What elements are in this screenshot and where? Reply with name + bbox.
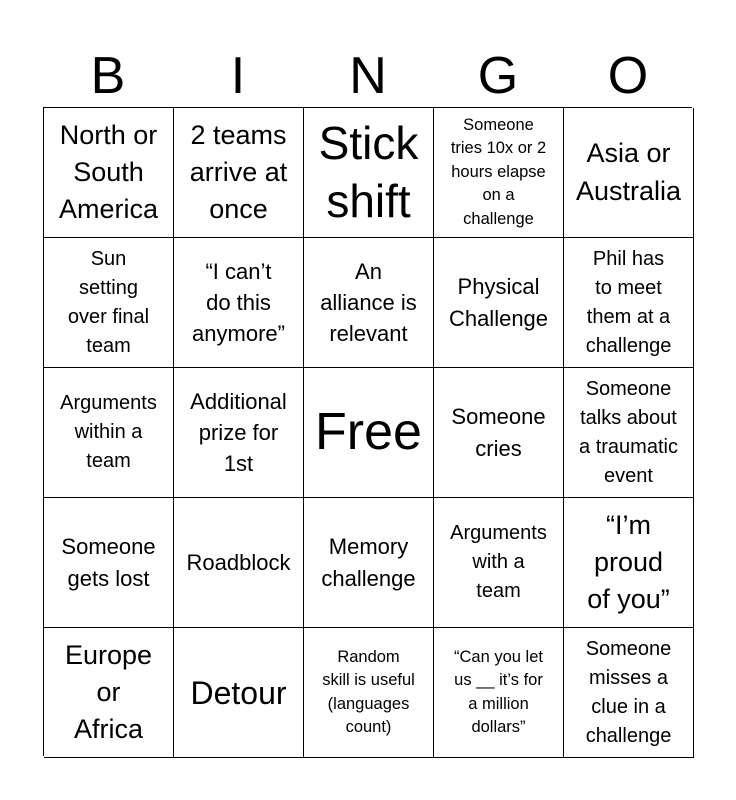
bingo-cell-text: Physical Challenge (448, 274, 549, 331)
bingo-cell[interactable] (564, 108, 694, 238)
bingo-cell-text: Someone tries 10x or 2 hours elapse on a challenge (450, 115, 547, 228)
bingo-cell-text: Someone misses a clue in a challenge (585, 637, 672, 747)
bingo-cell[interactable] (174, 108, 304, 238)
bingo-cell-text: Additional prize for 1st (190, 388, 287, 477)
bingo-cell[interactable] (174, 498, 304, 628)
bingo-cell-text: Stick shift (318, 117, 419, 227)
bingo-cell-text: Someone cries (451, 404, 546, 461)
bingo-cell[interactable] (434, 628, 564, 758)
bingo-cell[interactable] (304, 238, 434, 368)
bingo-cell[interactable] (44, 238, 174, 368)
bingo-cell[interactable] (564, 498, 694, 628)
bingo-cell[interactable] (434, 368, 564, 498)
bingo-cell-text: Someone talks about a traumatic event (579, 377, 678, 487)
bingo-cell[interactable] (304, 628, 434, 758)
title-letter-i: I (230, 47, 246, 105)
bingo-cell-text: Phil has to meet them at a challenge (585, 247, 672, 357)
bingo-cell[interactable] (44, 108, 174, 238)
bingo-cell[interactable] (304, 108, 434, 238)
bingo-cell[interactable] (174, 628, 304, 758)
bingo-cell-text: Someone gets lost (61, 534, 156, 591)
bingo-cell-text: “Can you let us __ it’s for a million dollars” (454, 647, 543, 736)
title-letter-b: B (90, 47, 126, 105)
title-letter-g: G (477, 47, 519, 105)
bingo-cell[interactable] (564, 238, 694, 368)
title-letter-n: N (349, 47, 387, 105)
bingo-cell-text: Memory challenge (321, 534, 416, 591)
bingo-title (43, 44, 693, 108)
bingo-cell[interactable] (44, 628, 174, 758)
bingo-cell-text: Europe or Africa (64, 639, 153, 745)
bingo-cell-text: Detour (190, 674, 287, 711)
bingo-cell[interactable] (44, 498, 174, 628)
bingo-cell-text: “I can’t do this anymore” (192, 258, 285, 347)
bingo-cell[interactable] (564, 368, 694, 498)
bingo-cell-text: Roadblock (186, 549, 291, 575)
bingo-cell[interactable] (304, 498, 434, 628)
bingo-cell-text: Arguments with a team (450, 522, 547, 602)
title-letter-o: O (607, 47, 649, 105)
bingo-cell-text: An alliance is relevant (320, 258, 417, 347)
bingo-cell[interactable] (44, 368, 174, 498)
bingo-cell-text: Free (315, 403, 422, 462)
bingo-cell[interactable] (174, 368, 304, 498)
bingo-cell[interactable] (434, 108, 564, 238)
bingo-cell[interactable] (434, 238, 564, 368)
bingo-cell[interactable] (434, 498, 564, 628)
bingo-cell[interactable] (174, 238, 304, 368)
bingo-cell-text: North or South America (58, 119, 159, 225)
bingo-cell-text: “I’m proud of you” (587, 509, 670, 615)
bingo-card-grid (43, 107, 692, 756)
bingo-cell-text: Asia or Australia (575, 138, 682, 206)
bingo-cell-text: Sun setting over final team (67, 247, 150, 357)
bingo-cell-text: Arguments within a team (60, 392, 157, 472)
bingo-cell[interactable] (564, 628, 694, 758)
bingo-free-cell[interactable] (304, 368, 434, 498)
bingo-cell-text: Random skill is useful (languages count) (322, 647, 415, 736)
bingo-cell-text: 2 teams arrive at once (189, 119, 288, 225)
